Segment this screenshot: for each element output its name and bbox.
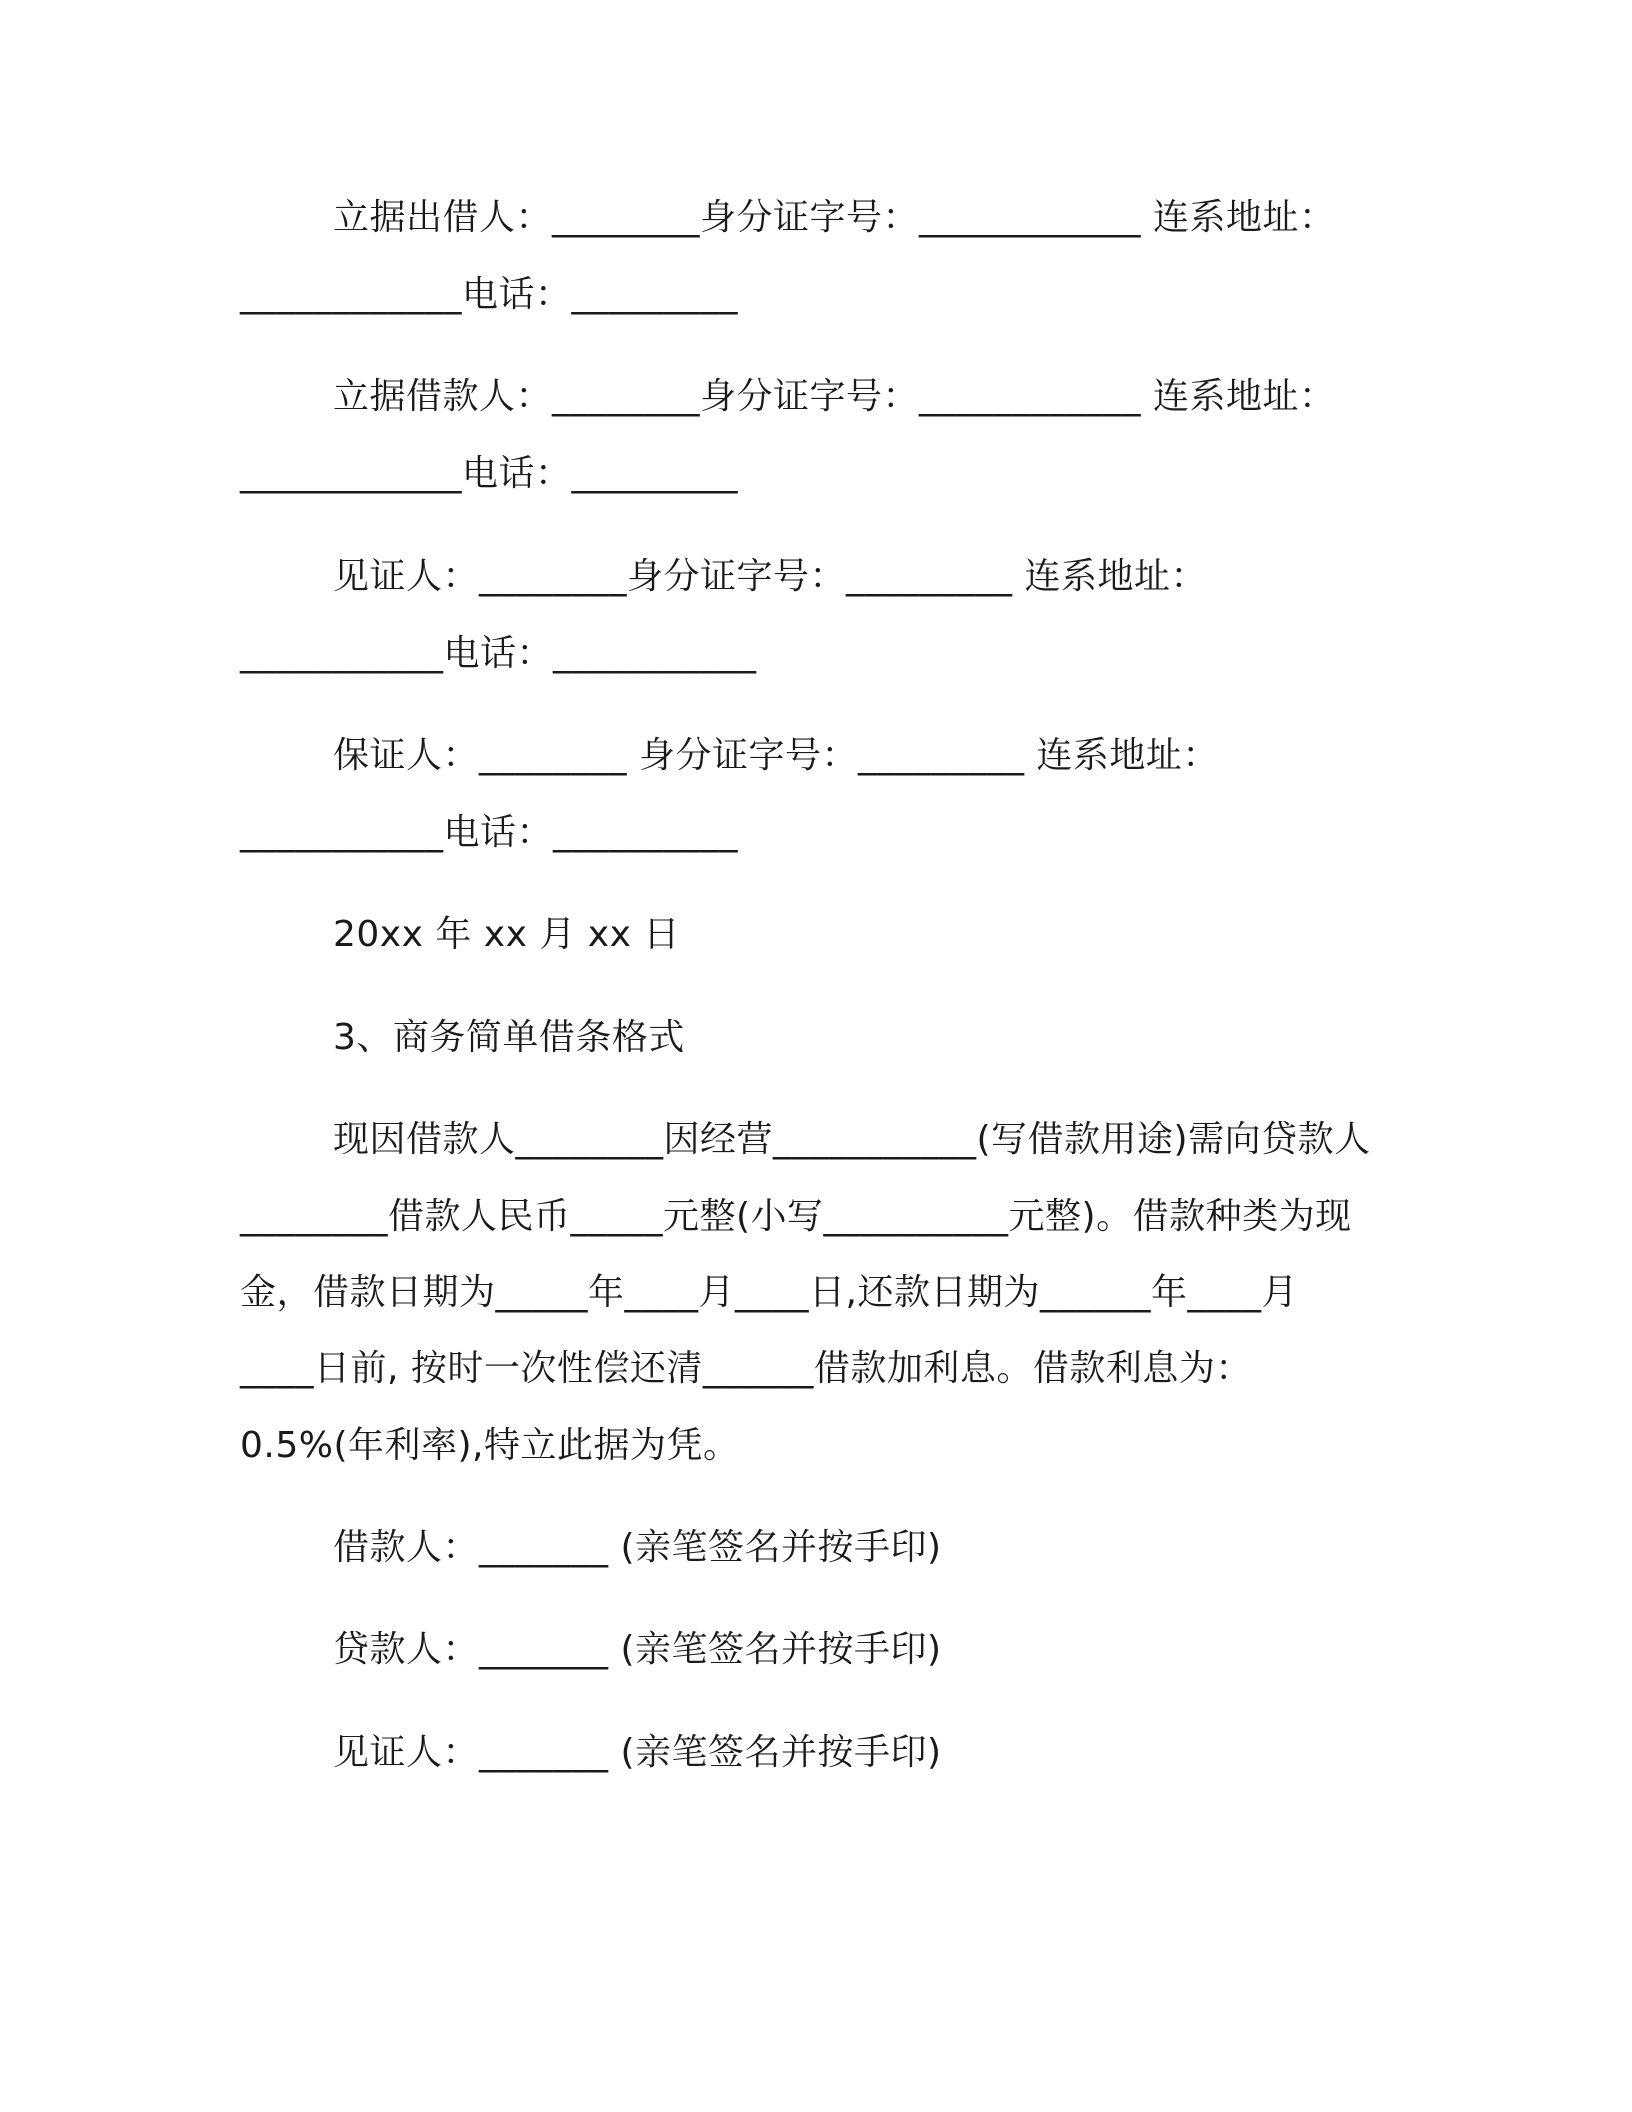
guarantor-info-continued: ___________电话：__________ xyxy=(240,812,739,853)
section-heading: 3、商务简单借条格式 xyxy=(333,1017,685,1058)
document-date: 20xx 年 xx 月 xx 日 xyxy=(333,914,680,955)
lender-info-line: 立据出借人：________身分证字号：____________ 连系地址： xyxy=(333,197,1336,238)
borrower-info-line: 立据借款人：________身分证字号：____________ 连系地址： xyxy=(333,376,1336,417)
body-line: ________借款人民币_____元整(小写__________元整)。借款种类为现 xyxy=(240,1196,1352,1237)
signature-borrower: 借款人：_______ (亲笔签名并按手印) xyxy=(333,1527,942,1568)
signature-witness: 见证人：_______ (亲笔签名并按手印) xyxy=(333,1732,942,1773)
body-line: 金，借款日期为_____年____月____日,还款日期为______年____月 xyxy=(240,1272,1298,1313)
body-line: 0.5%(年利率),特立此据为凭。 xyxy=(240,1425,740,1466)
borrower-info-continued: ____________电话：_________ xyxy=(240,453,739,494)
signature-lender: 贷款人：_______ (亲笔签名并按手印) xyxy=(333,1629,942,1670)
guarantor-info-line: 保证人：________ 身分证字号：_________ 连系地址： xyxy=(333,735,1219,776)
lender-info-continued: ____________电话：_________ xyxy=(240,274,739,315)
body-line: ____日前, 按时一次性偿还清______借款加利息。借款利息为： xyxy=(240,1348,1252,1389)
witness-info-continued: ___________电话：___________ xyxy=(240,633,757,674)
body-line: 现因借款人________因经营___________(写借款用途)需向贷款人 xyxy=(333,1119,1371,1160)
witness-info-line: 见证人：________身分证字号：_________ 连系地址： xyxy=(333,556,1207,597)
